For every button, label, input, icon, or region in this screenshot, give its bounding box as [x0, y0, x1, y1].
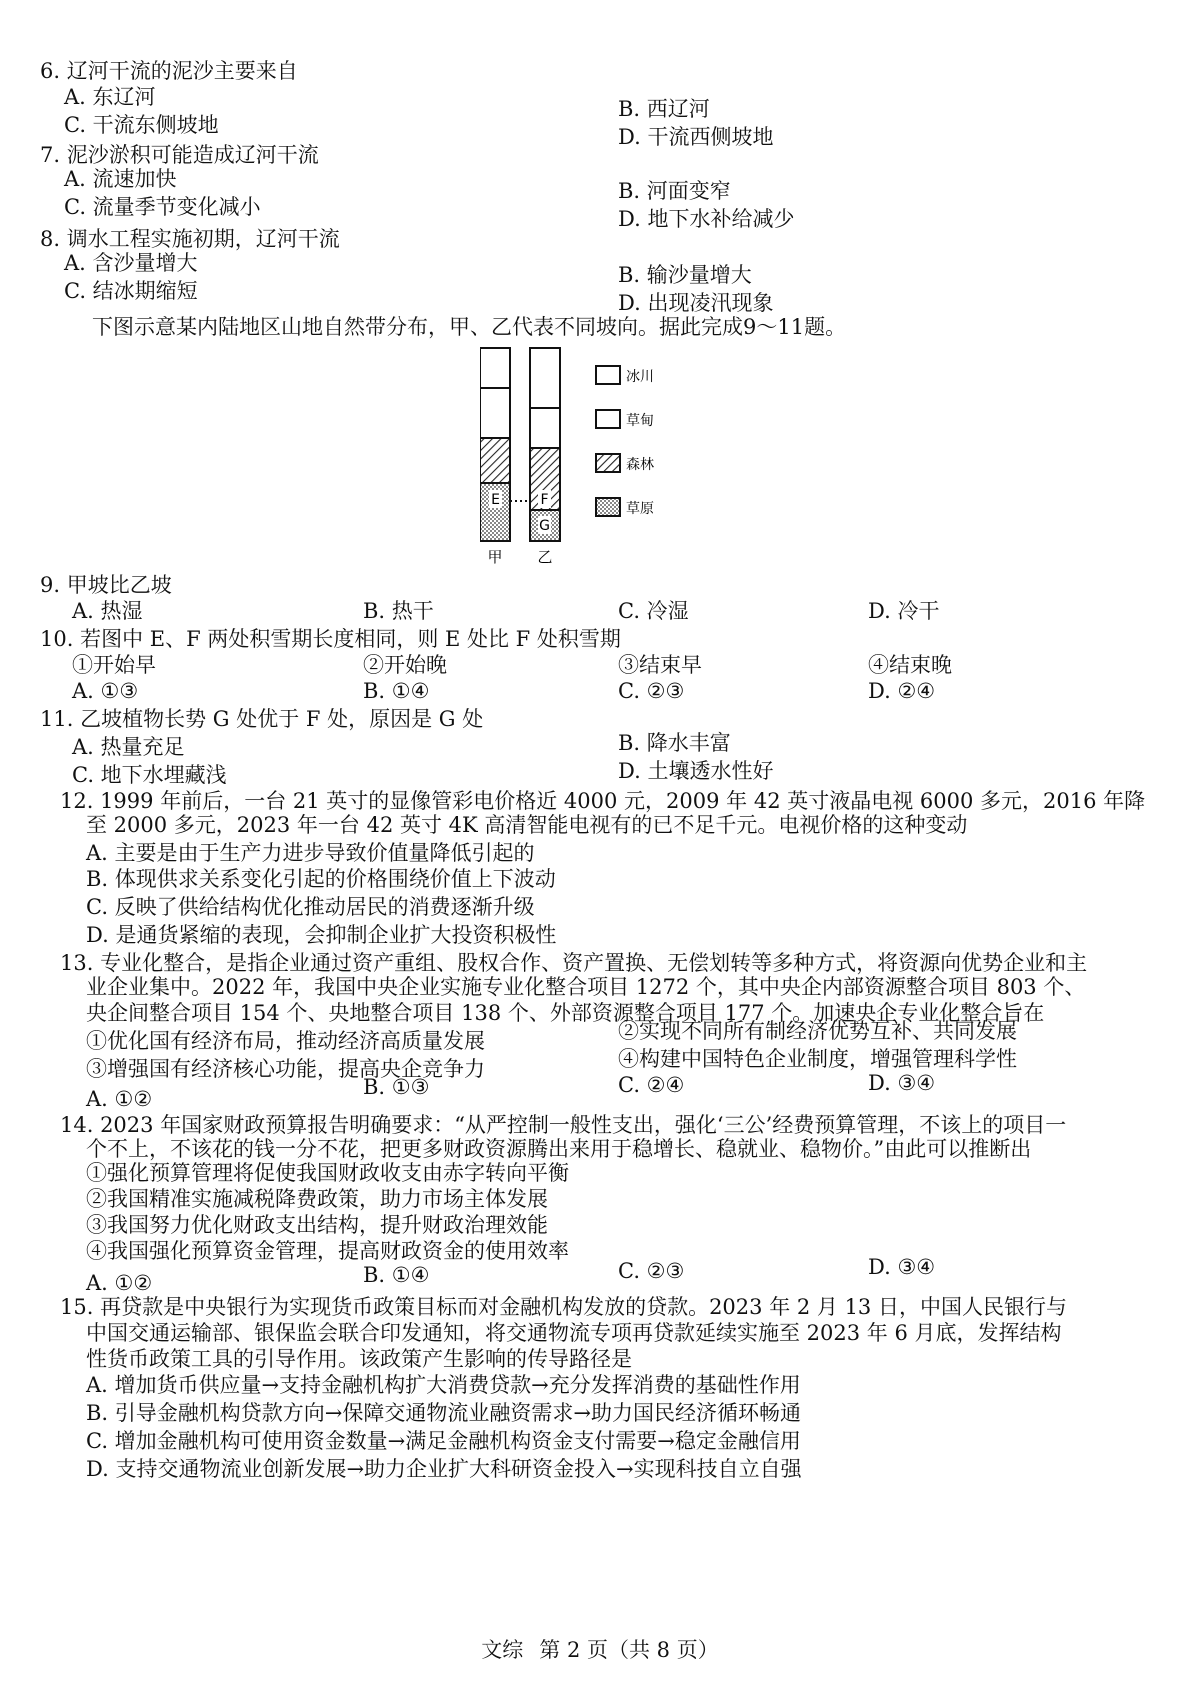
slope-yi-label: 乙: [537, 548, 553, 566]
question-10-statement-2: ②开始晚: [363, 653, 447, 677]
legend-glacier-label: 冰川: [626, 369, 654, 385]
question-14-statement-1: ①强化预算管理将促使我国财政收支由赤字转向平衡: [86, 1161, 569, 1185]
question-14-option-d: D. ③④: [868, 1255, 936, 1279]
question-10-statement-3: ③结束早: [618, 653, 702, 677]
natural-zone-figure: [480, 340, 720, 580]
meadow-swatch-icon: [596, 410, 620, 428]
question-13-option-c: C. ②④: [618, 1073, 685, 1097]
question-6-option-b: B. 西辽河: [618, 97, 710, 121]
question-7-option-d: D. 地下水补给减少: [618, 207, 795, 231]
footer-page-number: 第 2 页（共 8 页）: [539, 1638, 719, 1662]
question-15-option-b: B. 引导金融机构贷款方向→保障交通物流业融资需求→助力国民经济循环畅通: [86, 1401, 801, 1425]
question-13-statement-3: ③增强国有经济核心功能，提高央企竞争力: [86, 1057, 485, 1081]
question-8-option-a: A. 含沙量增大: [64, 251, 198, 275]
question-11-stem: 11. 乙坡植物长势 G 处优于 F 处，原因是 G 处: [40, 707, 484, 731]
question-9-option-a: A. 热湿: [72, 599, 143, 623]
question-11-option-b: B. 降水丰富: [618, 731, 731, 755]
figure-legend: [596, 366, 654, 517]
question-10-statement-4: ④结束晚: [868, 653, 952, 677]
yi-meadow-zone: [530, 408, 560, 448]
question-10-option-b: B. ①④: [363, 679, 430, 703]
question-9-stem: 9. 甲坡比乙坡: [40, 573, 172, 597]
question-13-option-a: A. ①②: [86, 1087, 153, 1111]
question-14-statement-3: ③我国努力优化财政支出结构，提升财政治理效能: [86, 1213, 548, 1237]
question-12-option-a: A. 主要是由于生产力进步导致价值量降低引起的: [86, 841, 535, 865]
question-12-option-b: B. 体现供求关系变化引起的价格围绕价值上下波动: [86, 867, 556, 891]
question-15-option-a: A. 增加货币供应量→支持金融机构扩大消费贷款→充分发挥消费的基础性作用: [86, 1373, 801, 1397]
jia-glacier-zone: [480, 348, 510, 388]
intro-9-11: 下图示意某内陆地区山地自然带分布，甲、乙代表不同坡向。据此完成9～11题。: [92, 315, 847, 339]
forest-hatch-swatch-icon: [596, 454, 620, 472]
question-7-option-c: C. 流量季节变化减小: [64, 195, 261, 219]
question-9-option-b: B. 热干: [363, 599, 434, 623]
question-14-option-b: B. ①④: [363, 1263, 430, 1287]
question-14-stem-line-2: 个不上，不该花的钱一分不花，把更多财政资源腾出来用于稳增长、稳就业、稳物价。”由此可以推断出: [86, 1137, 1032, 1161]
question-13-stem-line-3: 央企间整合项目 154 个、央地整合项目 138 个、外部资源整合项目 177 个。加速央企专业化整合旨在: [86, 1001, 1045, 1025]
question-7-stem: 7. 泥沙淤积可能造成辽河干流: [40, 143, 319, 167]
question-13-stem-line-2: 业企业集中。2022 年，我国中央企业实施专业化整合项目 1272 个，其中央企内部资源整合项目 803 个、: [86, 975, 1086, 999]
question-10-option-d: D. ②④: [868, 679, 936, 703]
legend-forest-label: 森林: [626, 457, 654, 473]
jia-meadow-zone: [480, 388, 510, 438]
slope-yi-column: [530, 348, 560, 541]
question-10-option-a: A. ①③: [72, 679, 139, 703]
point-g-label: G: [539, 518, 550, 534]
question-13-statement-1: ①优化国有经济布局，推动经济高质量发展: [86, 1029, 485, 1053]
question-14-option-a: A. ①②: [86, 1271, 153, 1295]
question-6-option-c: C. 干流东侧坡地: [64, 113, 219, 137]
jia-forest-zone: [480, 438, 510, 483]
question-13-statement-2: ②实现不同所有制经济优势互补、共同发展: [618, 1019, 1017, 1043]
question-7-option-a: A. 流速加快: [64, 167, 177, 191]
question-14-stem-line-1: 14. 2023 年国家财政预算报告明确要求：“从严控制一般性支出，强化‘三公’经费预算管理，不该上的项目一: [60, 1113, 1067, 1137]
question-13-option-d: D. ③④: [868, 1071, 936, 1095]
question-6-option-d: D. 干流西侧坡地: [618, 125, 774, 149]
question-9-option-d: D. 冷干: [868, 599, 940, 623]
question-6-stem: 6. 辽河干流的泥沙主要来自: [40, 59, 298, 83]
question-11-option-d: D. 土壤透水性好: [618, 759, 774, 783]
legend-meadow-label: 草甸: [626, 413, 654, 429]
slope-jia-label: 甲: [487, 548, 503, 566]
question-8-option-d: D. 出现凌汛现象: [618, 291, 774, 315]
question-14-option-c: C. ②③: [618, 1259, 685, 1283]
question-14-statement-2: ②我国精准实施减税降费政策，助力市场主体发展: [86, 1187, 548, 1211]
question-15-stem-line-2: 中国交通运输部、银保监会联合印发通知，将交通物流专项再贷款延续实施至 2023 年 6 月底，发挥结构: [86, 1321, 1062, 1345]
page-footer: [0, 1637, 1200, 1663]
question-13-statement-4: ④构建中国特色企业制度，增强管理科学性: [618, 1047, 1017, 1071]
slope-jia-column: [480, 348, 510, 541]
question-13-stem-line-1: 13. 专业化整合，是指企业通过资产重组、股权合作、资产置换、无偿划转等多种方式，将资源向优势企业和主: [60, 951, 1088, 975]
question-10-option-c: C. ②③: [618, 679, 685, 703]
question-6-option-a: A. 东辽河: [64, 85, 156, 109]
question-14-statement-4: ④我国强化预算资金管理，提高财政资金的使用效率: [86, 1239, 569, 1263]
question-10-statement-1: ①开始早: [72, 653, 156, 677]
question-8-option-c: C. 结冰期缩短: [64, 279, 198, 303]
footer-subject: 文综: [481, 1638, 524, 1662]
question-15-stem-line-1: 15. 再贷款是中央银行为实现货币政策目标而对金融机构发放的贷款。2023 年 2 月 13 日，中国人民银行与: [60, 1295, 1067, 1319]
question-15-option-c: C. 增加金融机构可使用资金数量→满足金融机构资金支付需要→稳定金融信用: [86, 1429, 801, 1453]
point-f-label: F: [540, 492, 549, 508]
question-8-option-b: B. 输沙量增大: [618, 263, 752, 287]
question-12-stem-line-2: 至 2000 多元，2023 年一台 42 英寸 4K 高清智能电视有的已不足千元。电视价格的这种变动: [86, 813, 968, 837]
question-11-option-a: A. 热量充足: [72, 735, 185, 759]
steppe-dotted-swatch-icon: [596, 498, 620, 516]
question-12-option-d: D. 是通货紧缩的表现，会抑制企业扩大投资积极性: [86, 923, 557, 947]
question-12-option-c: C. 反映了供给结构优化推动居民的消费逐渐升级: [86, 895, 535, 919]
question-11-option-c: C. 地下水埋藏浅: [72, 763, 227, 787]
question-7-option-b: B. 河面变窄: [618, 179, 731, 203]
question-15-option-d: D. 支持交通物流业创新发展→助力企业扩大科研资金投入→实现科技自立自强: [86, 1457, 802, 1481]
question-12-stem-line-1: 12. 1999 年前后，一台 21 英寸的显像管彩电价格近 4000 元，2009 年 42 英寸液晶电视 6000 多元，2016 年降: [60, 789, 1146, 813]
yi-glacier-zone: [530, 348, 560, 408]
question-13-option-b: B. ①③: [363, 1075, 430, 1099]
point-e-label: E: [491, 492, 500, 508]
glacier-swatch-icon: [596, 366, 620, 384]
question-10-stem: 10. 若图中 E、F 两处积雪期长度相同，则 E 处比 F 处积雪期: [40, 627, 621, 651]
legend-steppe-label: 草原: [626, 501, 654, 517]
question-9-option-c: C. 冷湿: [618, 599, 689, 623]
question-15-stem-line-3: 性货币政策工具的引导作用。该政策产生影响的传导路径是: [86, 1347, 632, 1371]
question-8-stem: 8. 调水工程实施初期，辽河干流: [40, 227, 340, 251]
